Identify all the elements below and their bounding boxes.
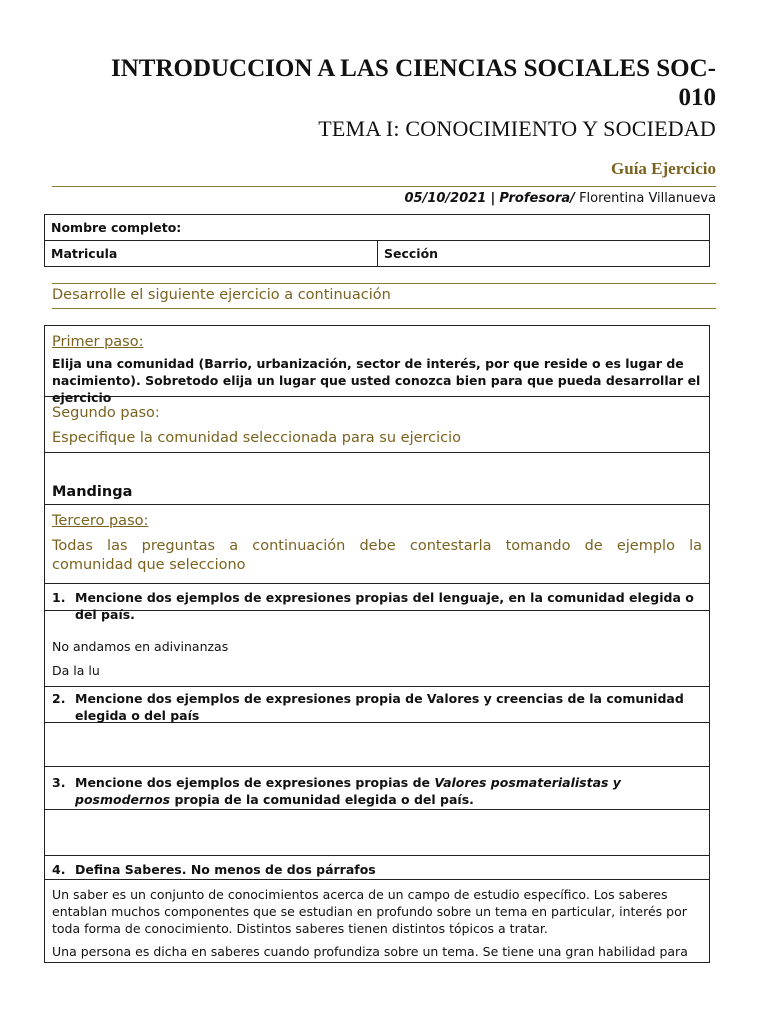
question-4-number: 4. [52,862,66,877]
community-answer-cell[interactable] [45,453,709,505]
third-step-text-line2: comunidad que selecciono [52,557,246,573]
first-step-title: Primer paso: [52,334,144,350]
meta-separator: | [490,191,496,206]
document-title: INTRODUCCION A LAS CIENCIAS SOCIALES SOC-010 [110,55,716,111]
answer-4-paragraph-1: Un saber es un conjunto de conocimientos acerca de un campo de estudio específico. Los saberes entablan muchos componentes que se estudian en profundo sobre un tema en particular, interés por toda forma de conocimiento. Distintos saberes tienen distintos tópicos a tratar. [52,887,687,936]
question-1-text: Mencione dos ejemplos de expresiones propias del lenguaje, en la comunidad elegida o del país. [75,590,694,622]
full-name-field[interactable]: Nombre completo: [45,215,710,241]
answer-1-cell[interactable] [45,611,709,687]
question-1 [45,584,709,622]
third-step-title: Tercero paso: [52,513,149,529]
topic-title: TEMA I: CONOCIMIENTO Y SOCIEDAD [318,116,716,141]
question-3 [45,767,709,810]
question-4 [45,856,709,880]
question-4-text: Defina Saberes. No menos de dos párrafos [75,862,376,877]
guide-label: Guía Ejercicio [611,159,716,178]
question-3-number: 3. [52,775,66,790]
header-divider [52,186,716,187]
instruction-bottom-rule [52,308,716,309]
student-info-table [44,214,710,267]
answer-3-cell[interactable] [45,810,709,856]
instruction-top-rule [52,283,716,284]
exercise-box [44,325,710,963]
question-1-number: 1. [52,590,66,605]
second-step-section [45,397,709,453]
third-step-section [45,505,709,584]
answer-1-line-2: Da la lu [52,663,100,678]
third-step-text-line1: Todas las preguntas a continuación debe contestarla tomando de ejemplo la [52,538,702,554]
first-step-section [45,326,709,405]
meta-line [404,191,716,206]
first-step-text: Elija una comunidad (Barrio, urbanización, sector de interés, por que reside o es lugar de nacimiento). Sobretodo elija un lugar que usted conozca bien para que pueda desarrollar el ejercicio [52,356,701,405]
matricula-field[interactable]: Matricula [45,241,378,267]
answer-1-line-1: No andamos en adivinanzas [52,639,229,654]
second-step-text: Especifique la comunidad seleccionada para su ejercicio [52,430,462,446]
question-3-text: Mencione dos ejemplos de expresiones propias de Valores posmaterialistas y posmodernos propia de la comunidad elegida o del país. [75,775,621,807]
answer-4-cell[interactable] [45,880,709,964]
date: 05/10/2021 [404,191,487,206]
instruction-text: Desarrolle el siguiente ejercicio a continuación [52,287,391,303]
teacher-label: Profesora/ [499,191,575,206]
question-2-text: Mencione dos ejemplos de expresiones propia de Valores y creencias de la comunidad elegida o del país [75,691,684,723]
answer-2-cell[interactable] [45,723,709,767]
section-field[interactable]: Sección [378,241,710,267]
question-2-number: 2. [52,691,66,706]
teacher-name: Florentina Villanueva [579,191,716,206]
community-answer: Mandinga [52,484,133,500]
question-2 [45,687,709,723]
second-step-title: Segundo paso: [52,405,160,421]
answer-4-paragraph-2: Una persona es dicha en saberes cuando profundiza sobre un tema. Se tiene una gran habilidad para [52,944,688,959]
